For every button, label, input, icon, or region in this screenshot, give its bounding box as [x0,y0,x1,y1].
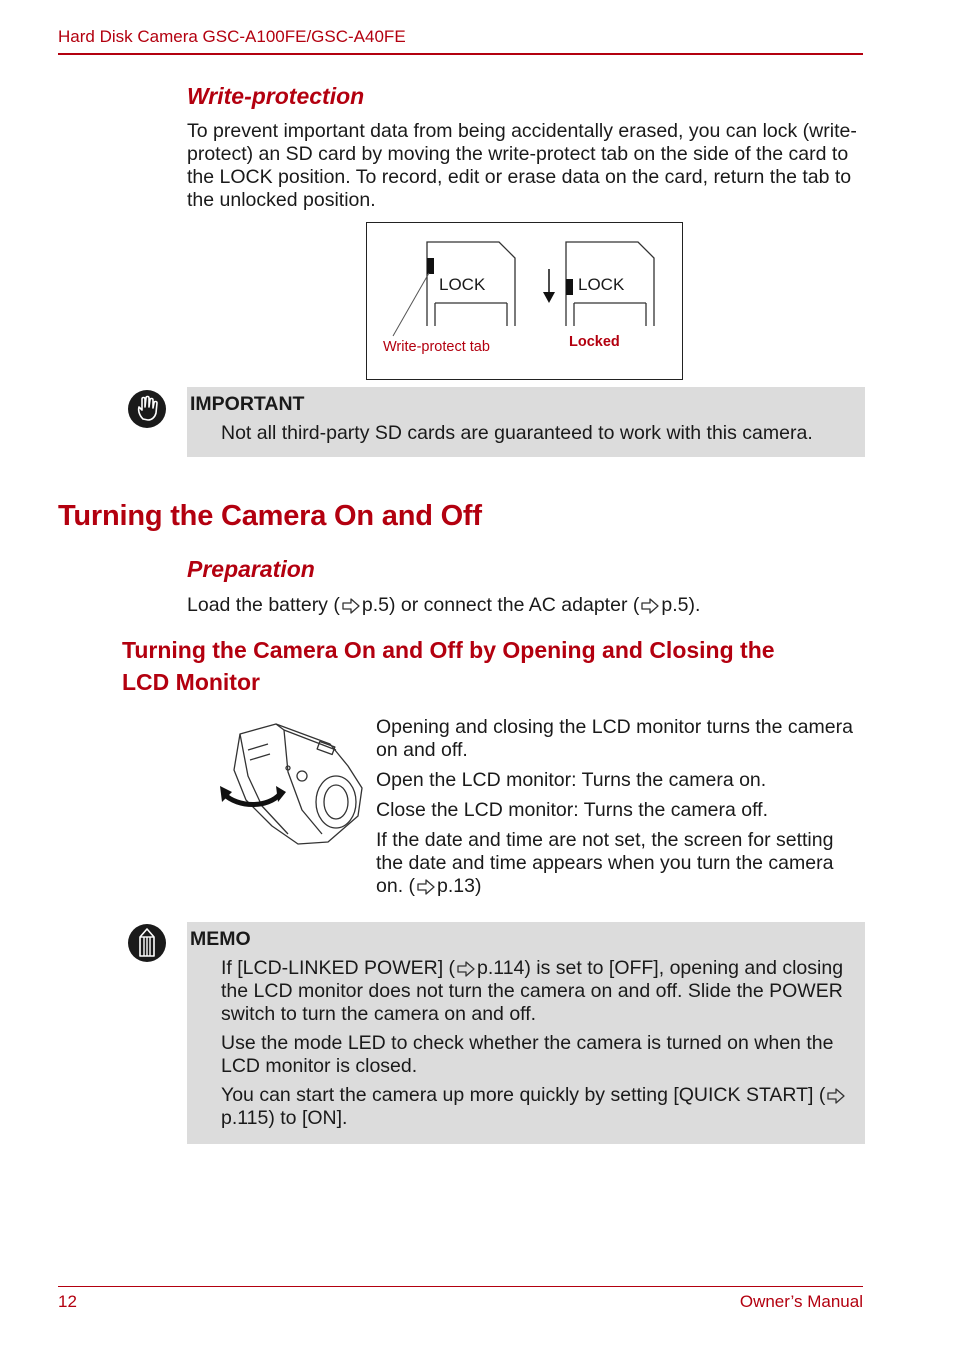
important-text: Not all third-party SD cards are guaranteed to work with this camera. [221,422,813,444]
memo-title: MEMO [190,928,251,950]
write-protect-tab-caption: Write-protect tab [383,339,490,355]
running-header: Hard Disk Camera GSC-A100FE/GSC-A40FE [58,27,406,46]
write-protection-heading: Write-protection [187,83,365,109]
page-number: 12 [58,1292,77,1311]
lock-label-left: LOCK [439,275,486,294]
write-protection-paragraph: To prevent important data from being accidentally erased, you can lock (write-protect) an SD card by moving the write-protect tab on the side of the card to the LOCK position. To record, edit or erase data on the card, return the tab to the unlocked position. [187,120,857,211]
lcd-description: Opening and closing the LCD monitor turns the camera on and off. Open the LCD monitor: Turns the camera on. Close the LCD monitor: Turns the camera off. If the date and time are not set, the screen for setting the date and time appears when you turn the camera on. ( p.13) [376,716,853,897]
preparation-text: Load the battery ( p.5) or connect the AC adapter ( p.5). [187,594,701,616]
header-rule [58,53,863,55]
sd-card-figure [366,222,683,380]
footer-rule [58,1286,863,1287]
page-reference-arrow-icon [416,879,436,895]
lock-label-right: LOCK [578,275,625,294]
memo-note [187,922,865,1144]
important-title: IMPORTANT [190,393,305,415]
memo-pencil-icon [127,923,167,963]
important-note [187,387,865,457]
memo-body: If [LCD-LINKED POWER] ( p.114) is set to [OFF], opening and closing the LCD monitor does not turn the camera on and off. Slide the POWER switch to turn the camera on and off. Use the mode LED to check whether the camera is turned on when the LCD monitor is closed. You can start the camera up more quickly by setting [QUICK START] (p.115) to [ON]. [221,957,857,1136]
page-reference-arrow-icon [456,961,476,977]
sd-card-illustration [367,223,682,379]
subsection-title: Turning the Camera On and Off by Opening and Closing the LCD Monitor [122,637,775,695]
page-reference-arrow-icon [640,598,660,614]
locked-caption: Locked [569,334,620,350]
preparation-heading: Preparation [187,556,315,582]
camera-illustration [218,716,366,848]
section-title: Turning the Camera On and Off [58,500,482,532]
page-reference-arrow-icon [826,1088,846,1104]
important-hand-icon [127,389,167,429]
page-reference-arrow-icon [341,598,361,614]
manual-title: Owner’s Manual [739,1292,863,1311]
